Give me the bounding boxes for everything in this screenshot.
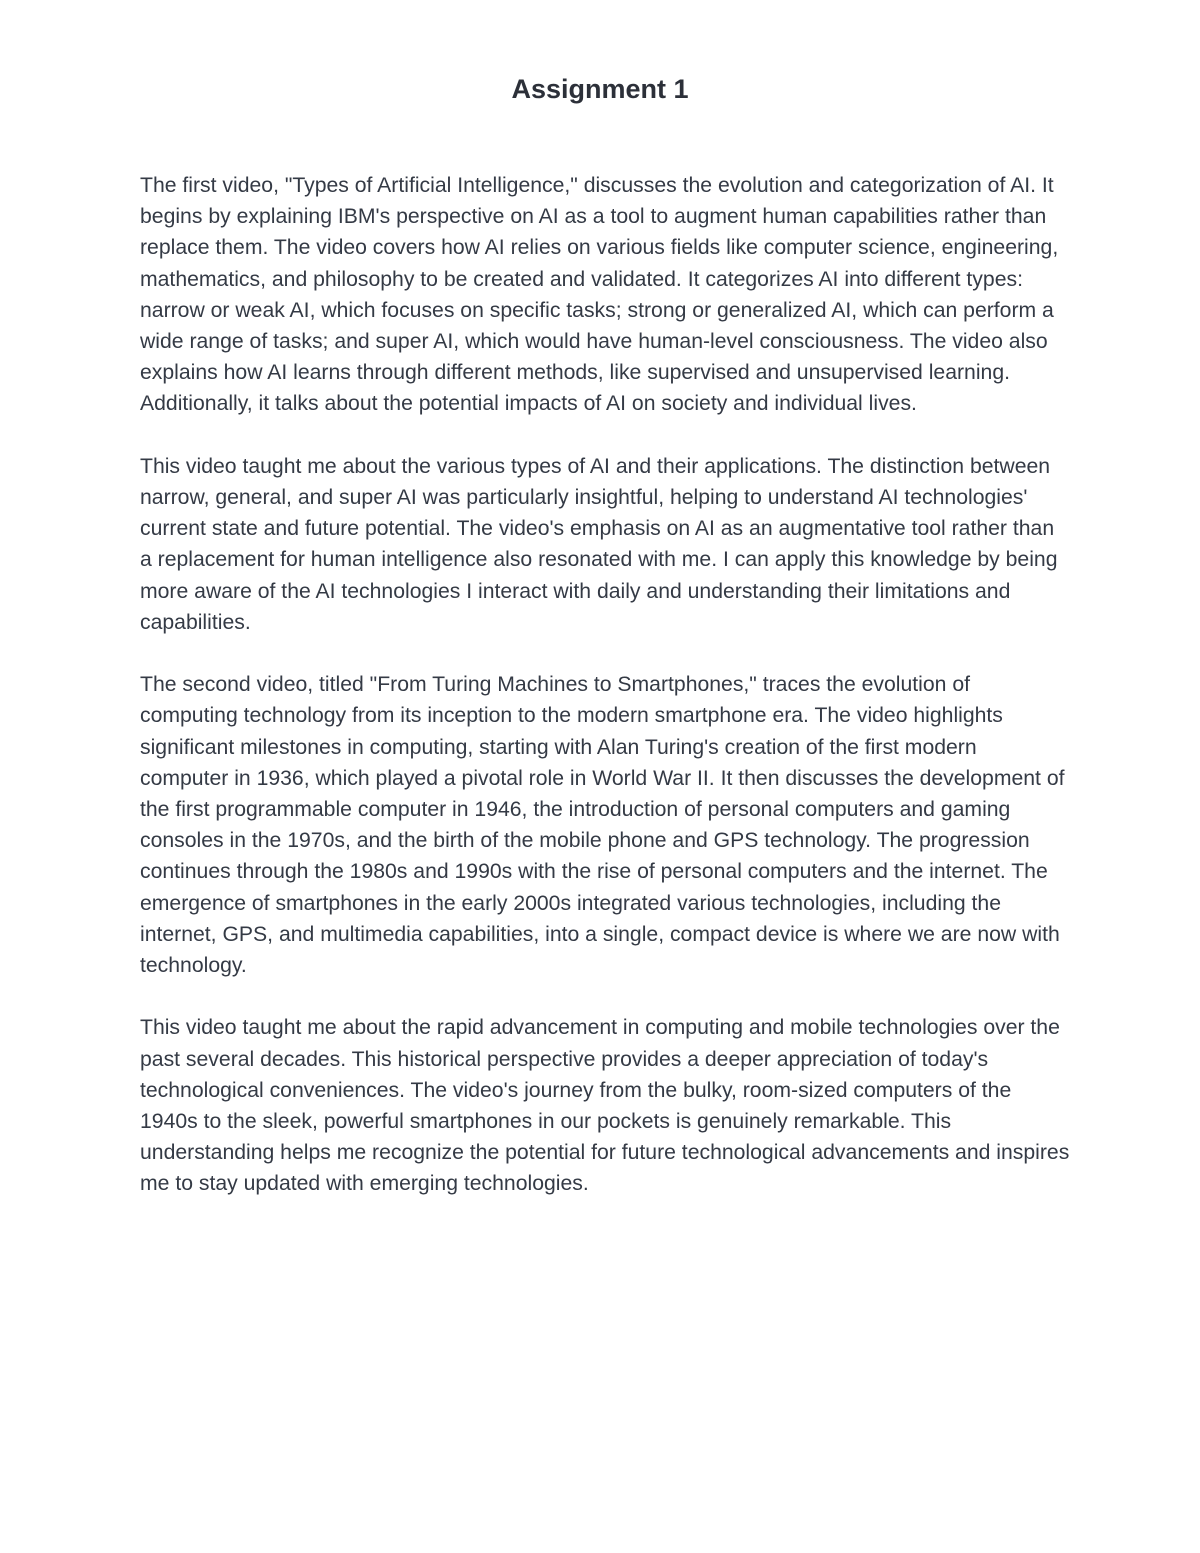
paragraph-2: This video taught me about the various types of AI and their applications. The distinction between narrow, general, and super AI was particularly insightful, helping to understand AI technologies' current state and future potential. The video's emphasis on AI as an augmentative tool rather than a replacement for human intelligence also resonated with me. I can apply this knowledge by being more aware of the AI technologies I interact with daily and understanding their limitations and capabilities. [140,454,1058,634]
document-body [140,170,1070,1231]
paragraph-4: This video taught me about the rapid advancement in computing and mobile technologies over the past several decades. This historical perspective provides a deeper appreciation of today's technological conveniences. The video's journey from the bulky, room-sized computers of the 1940s to the sleek, powerful smartphones in our pockets is genuinely remarkable. This understanding helps me recognize the potential for future technological advancements and inspires me to stay updated with emerging technologies. [140,1016,1070,1196]
paragraph-1: The first video, "Types of Artificial Intelligence," discusses the evolution and categorization of AI. It begins by explaining IBM's perspective on AI as a tool to augment human capabilities rather than replace them. The video covers how AI relies on various fields like computer science, engineering, mathematics, and philosophy to be created and validated. It categorizes AI into different types: narrow or weak AI, which focuses on specific tasks; strong or generalized AI, which can perform a wide range of tasks; and super AI, which would have human-level consciousness. The video also explains how AI learns through different methods, like supervised and unsupervised learning. Additionally, it talks about the potential impacts of AI on society and individual lives. [140,174,1059,416]
document-title: Assignment 1 [511,74,689,104]
paragraph-3: The second video, titled "From Turing Machines to Smartphones," traces the evolution of computing technology from its inception to the modern smartphone era. The video highlights significant milestones in computing, starting with Alan Turing's creation of the first modern computer in 1936, which played a pivotal role in World War II. It then discusses the development of the first programmable computer in 1946, the introduction of personal computers and gaming consoles in the 1970s, and the birth of the mobile phone and GPS technology. The progression continues through the 1980s and 1990s with the rise of personal computers and the internet. The emergence of smartphones in the early 2000s integrated various technologies, including the internet, GPS, and multimedia capabilities, into a single, compact device is where we are now with technology. [140,673,1065,978]
